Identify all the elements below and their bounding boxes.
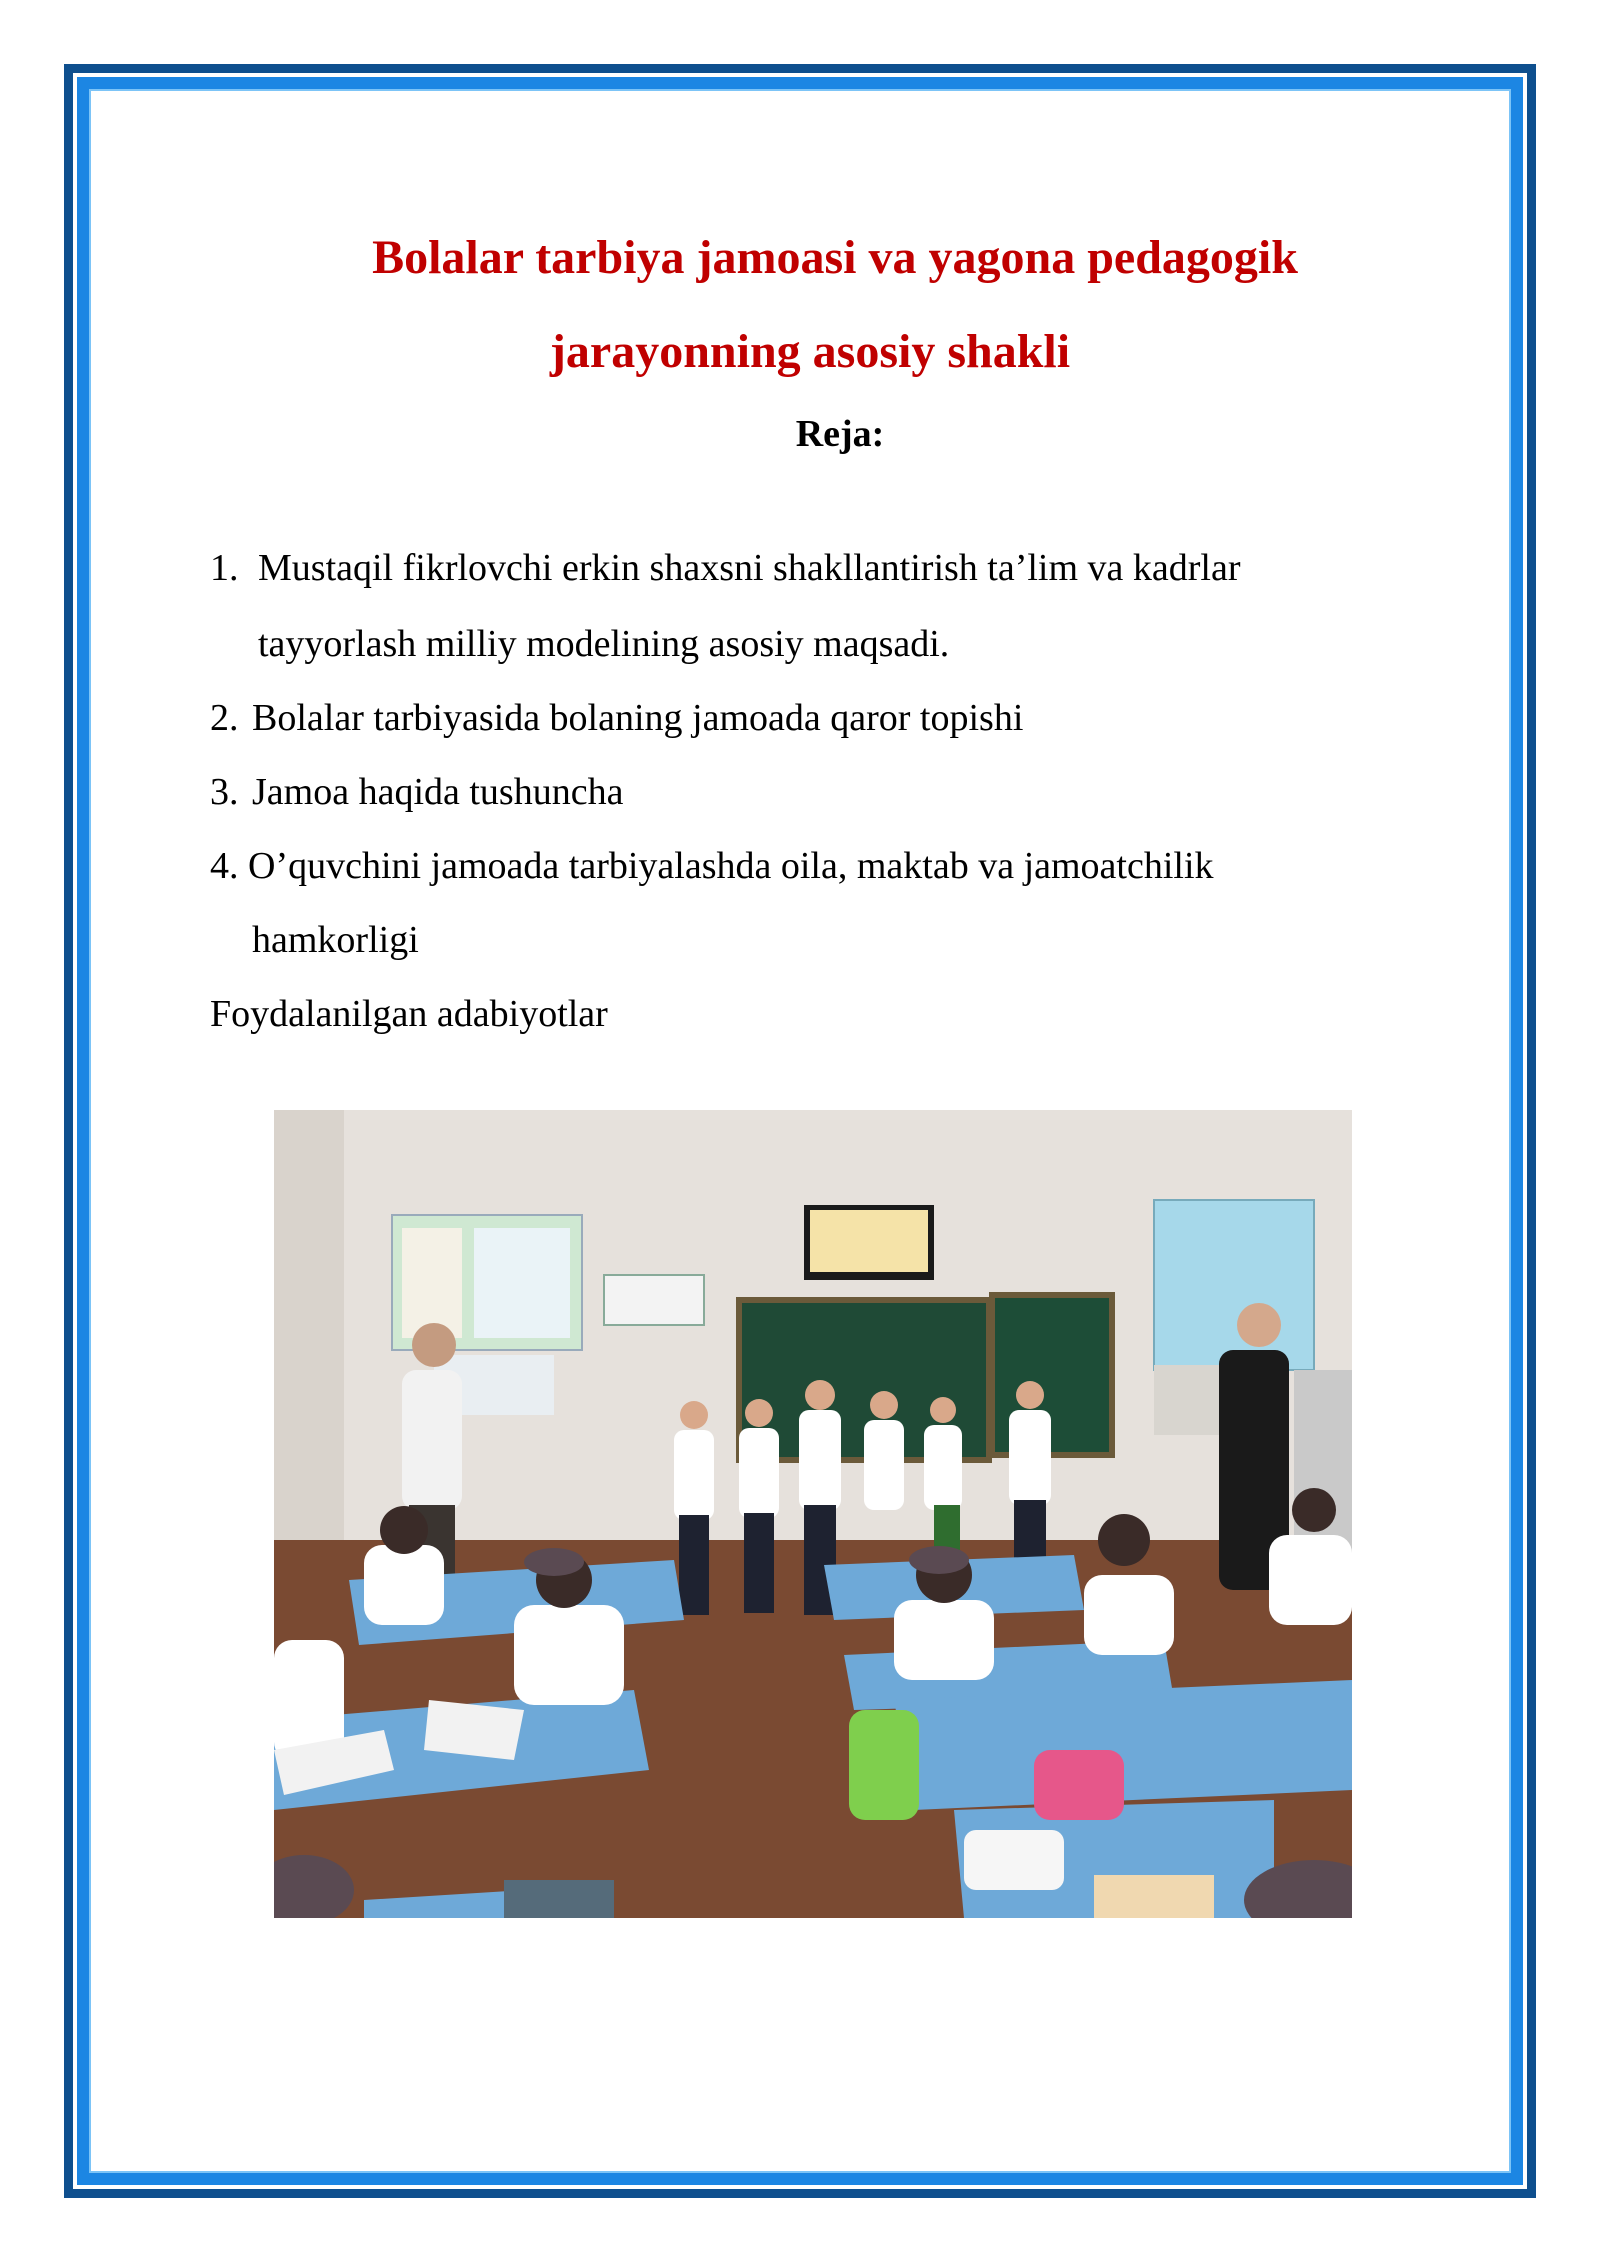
plan-item-text: Mustaqil fikrlovchi erkin shaxsni shakllantirish ta’lim va kadrlar bbox=[258, 547, 1241, 589]
plan-item-3 bbox=[210, 768, 623, 816]
plan-item-2 bbox=[210, 694, 1023, 742]
plan-item-1 bbox=[210, 544, 1241, 592]
plan-item-text: Jamoa haqida tushuncha bbox=[252, 771, 624, 813]
document-title-line-1: Bolalar tarbiya jamoasi va yagona pedagogik bbox=[372, 231, 1298, 284]
plan-item-number: 1. bbox=[210, 547, 239, 589]
references-heading: Foydalanilgan adabiyotlar bbox=[210, 993, 608, 1035]
plan-item-text: Bolalar tarbiyasida bolaning jamoada qaror topishi bbox=[252, 697, 1024, 739]
plan-heading: Reja: bbox=[795, 413, 885, 455]
plan-item-number: 4. bbox=[210, 845, 239, 887]
document-title-line-2: jarayonning asosiy shakli bbox=[549, 325, 1071, 378]
plan-item-number: 3. bbox=[210, 771, 239, 813]
classroom-photo bbox=[274, 1110, 1352, 1918]
plan-item-1-continuation: tayyorlash milliy modelining asosiy maqsadi. bbox=[258, 623, 950, 665]
plan-item-4-continuation: hamkorligi bbox=[252, 919, 419, 961]
plan-item-4 bbox=[210, 842, 1214, 890]
plan-list bbox=[0, 0, 1600, 1100]
plan-item-text: O’quvchini jamoada tarbiyalashda oila, maktab va jamoatchilik bbox=[248, 845, 1214, 887]
plan-item-number: 2. bbox=[210, 697, 239, 739]
